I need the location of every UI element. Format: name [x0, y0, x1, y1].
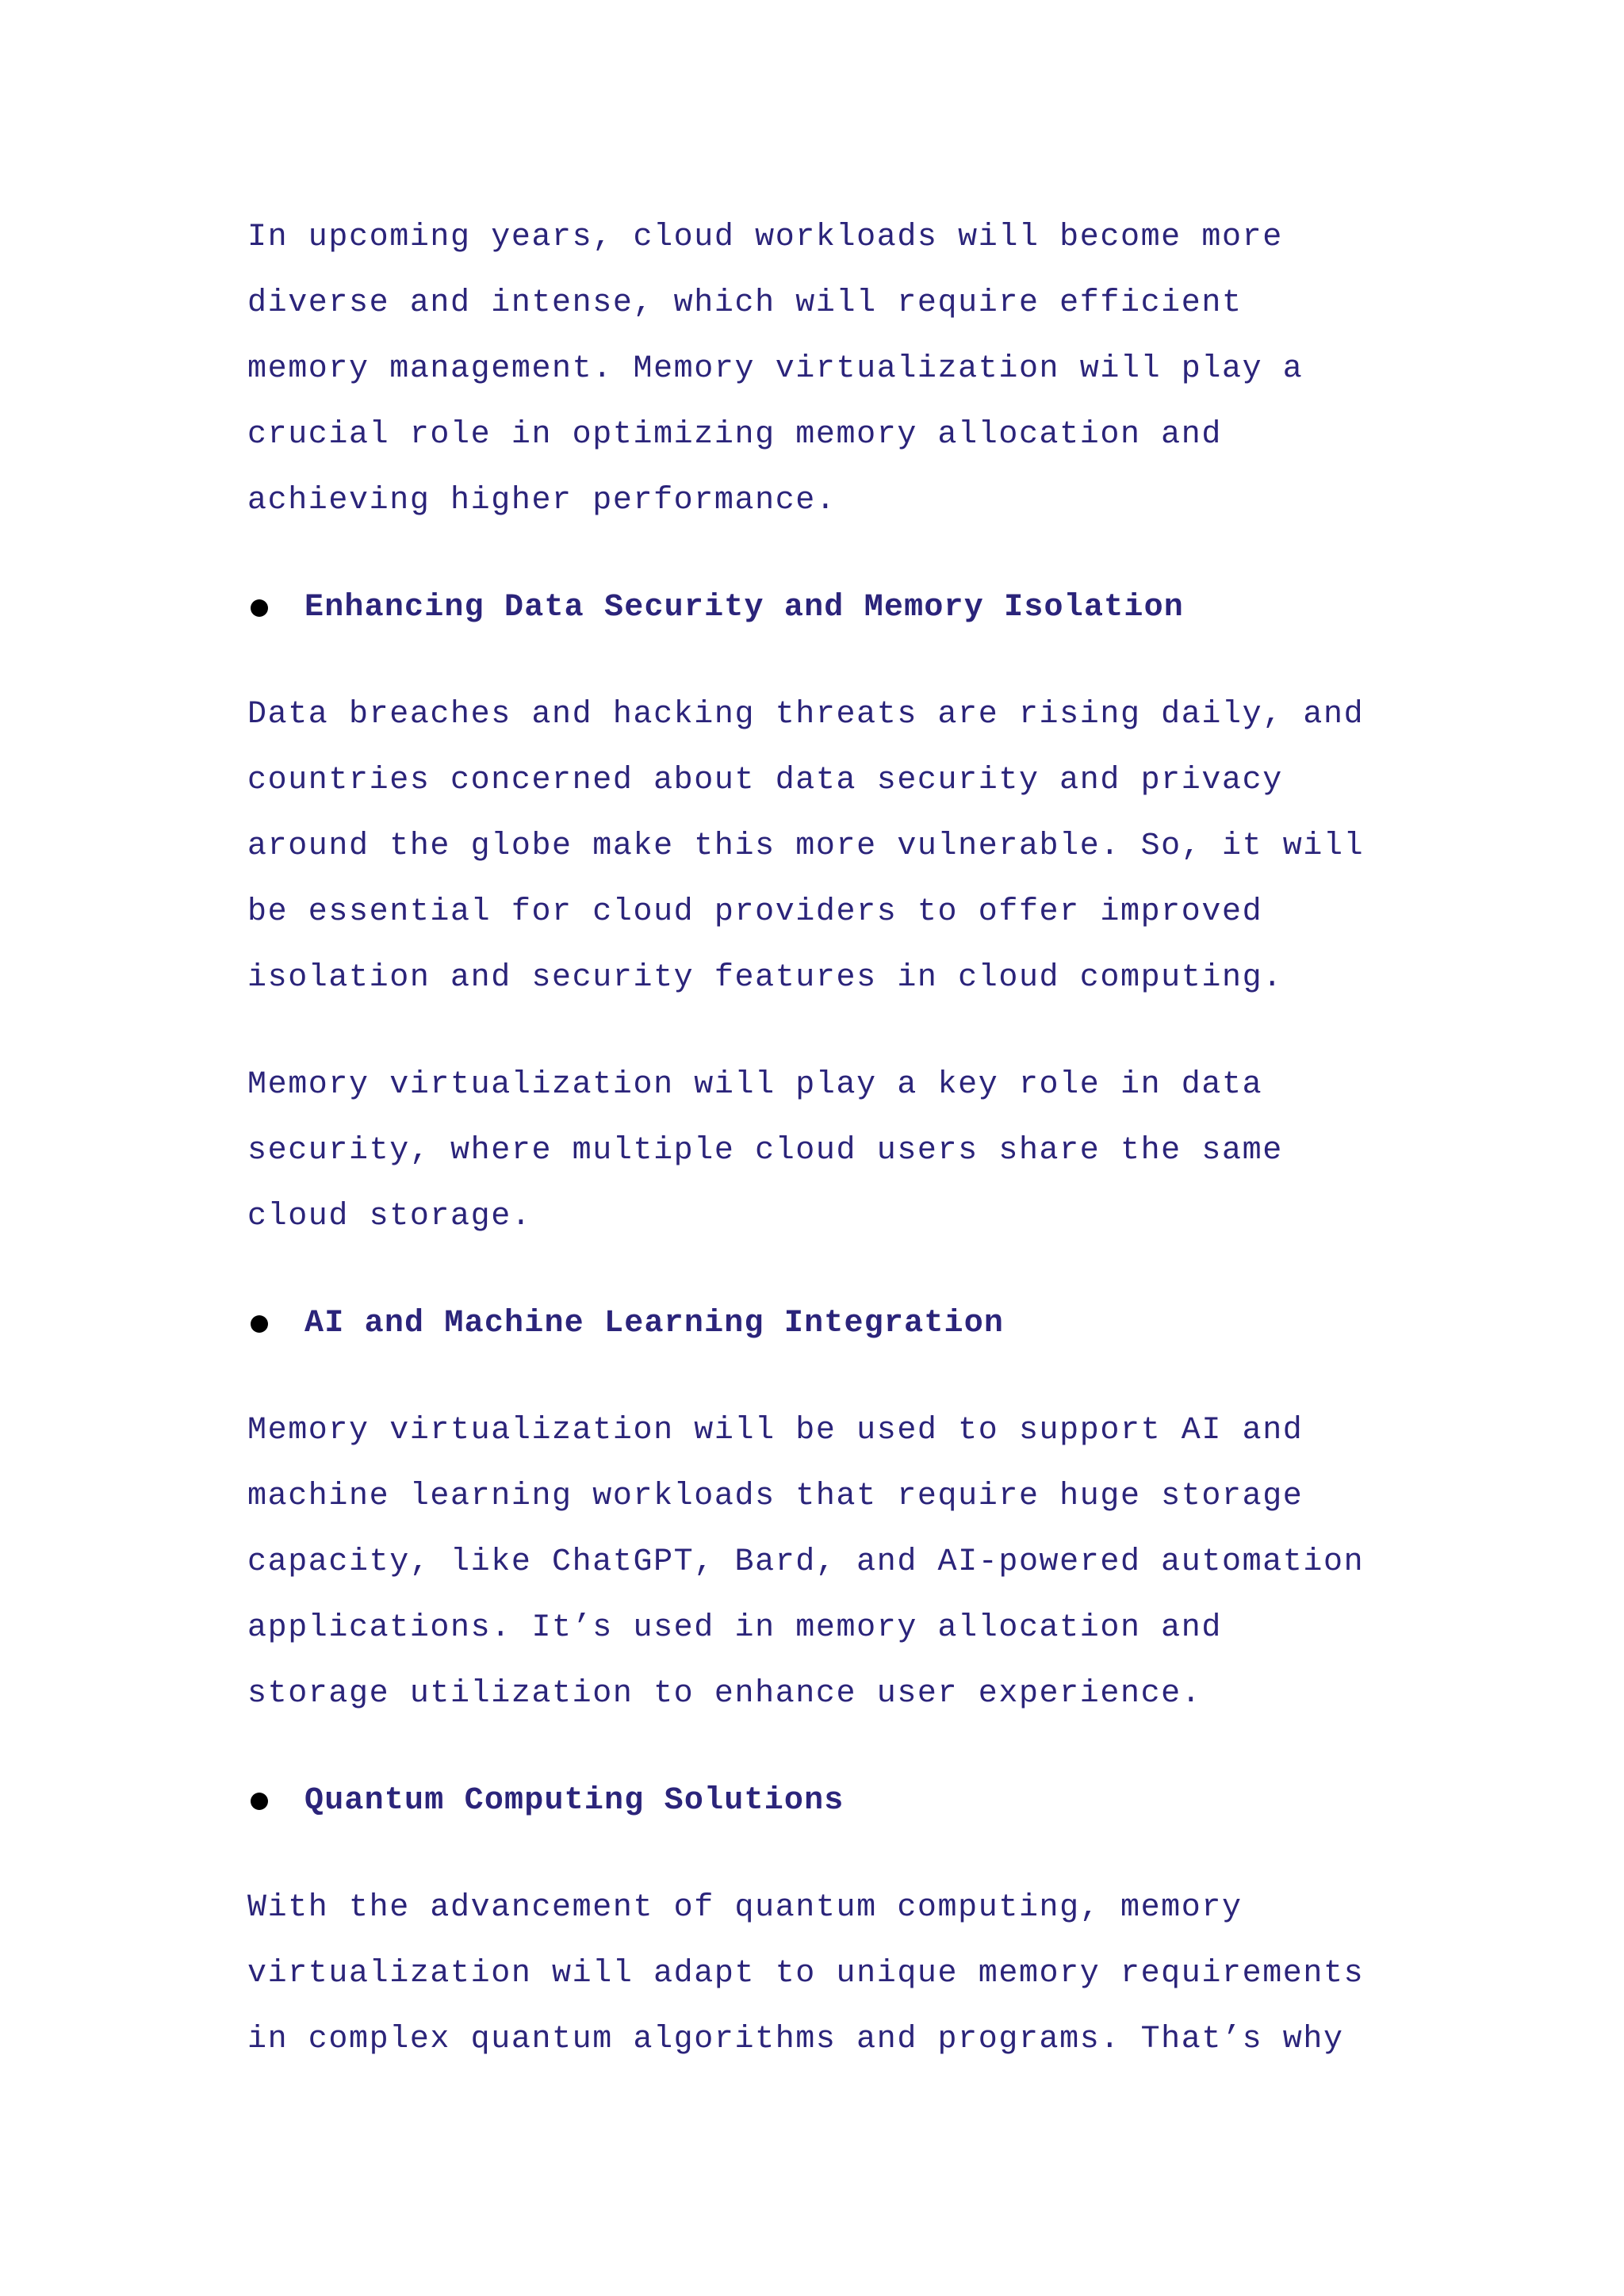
document-content — [247, 205, 1437, 2072]
bullet-icon — [251, 1315, 268, 1333]
bullet-heading-quantum — [247, 1768, 1437, 1834]
paragraph-intro: In upcoming years, cloud workloads will become more diverse and intense, which will require efficient memory management. Memory virtualization will play a crucial role in optimizing memory allocation and achieving higher performance. — [247, 220, 1304, 519]
heading-quantum: Quantum Computing Solutions — [304, 1783, 845, 1819]
paragraph-data-security-role: Memory virtualization will play a key role in data security, where multiple cloud users share the same cloud storage. — [247, 1067, 1283, 1234]
heading-data-security: Enhancing Data Security and Memory Isolation — [304, 590, 1184, 626]
heading-ai-ml: AI and Machine Learning Integration — [304, 1306, 1005, 1341]
paragraph-quantum: With the advancement of quantum computing, memory virtualization will adapt to unique memory requirements in complex quantum algorithms and programs. That’s why — [247, 1890, 1365, 2057]
paragraph-ai-ml: Memory virtualization will be used to support AI and machine learning workloads that require huge storage capacity, like ChatGPT, Bard, and AI-powered automation applications. It’s used in memory allocation and storage utilization to enhance user experience. — [247, 1413, 1365, 1712]
bullet-icon — [251, 599, 268, 617]
paragraph-data-breaches: Data breaches and hacking threats are rising daily, and countries concerned about data security and privacy around the globe make this more vulnerable. So, it will be essential for cloud providers to offer improved isolation and security features in cloud computing. — [247, 697, 1365, 996]
bullet-heading-ai-ml — [247, 1291, 1437, 1357]
bullet-heading-data-security — [247, 575, 1437, 641]
bullet-icon — [251, 1793, 268, 1810]
